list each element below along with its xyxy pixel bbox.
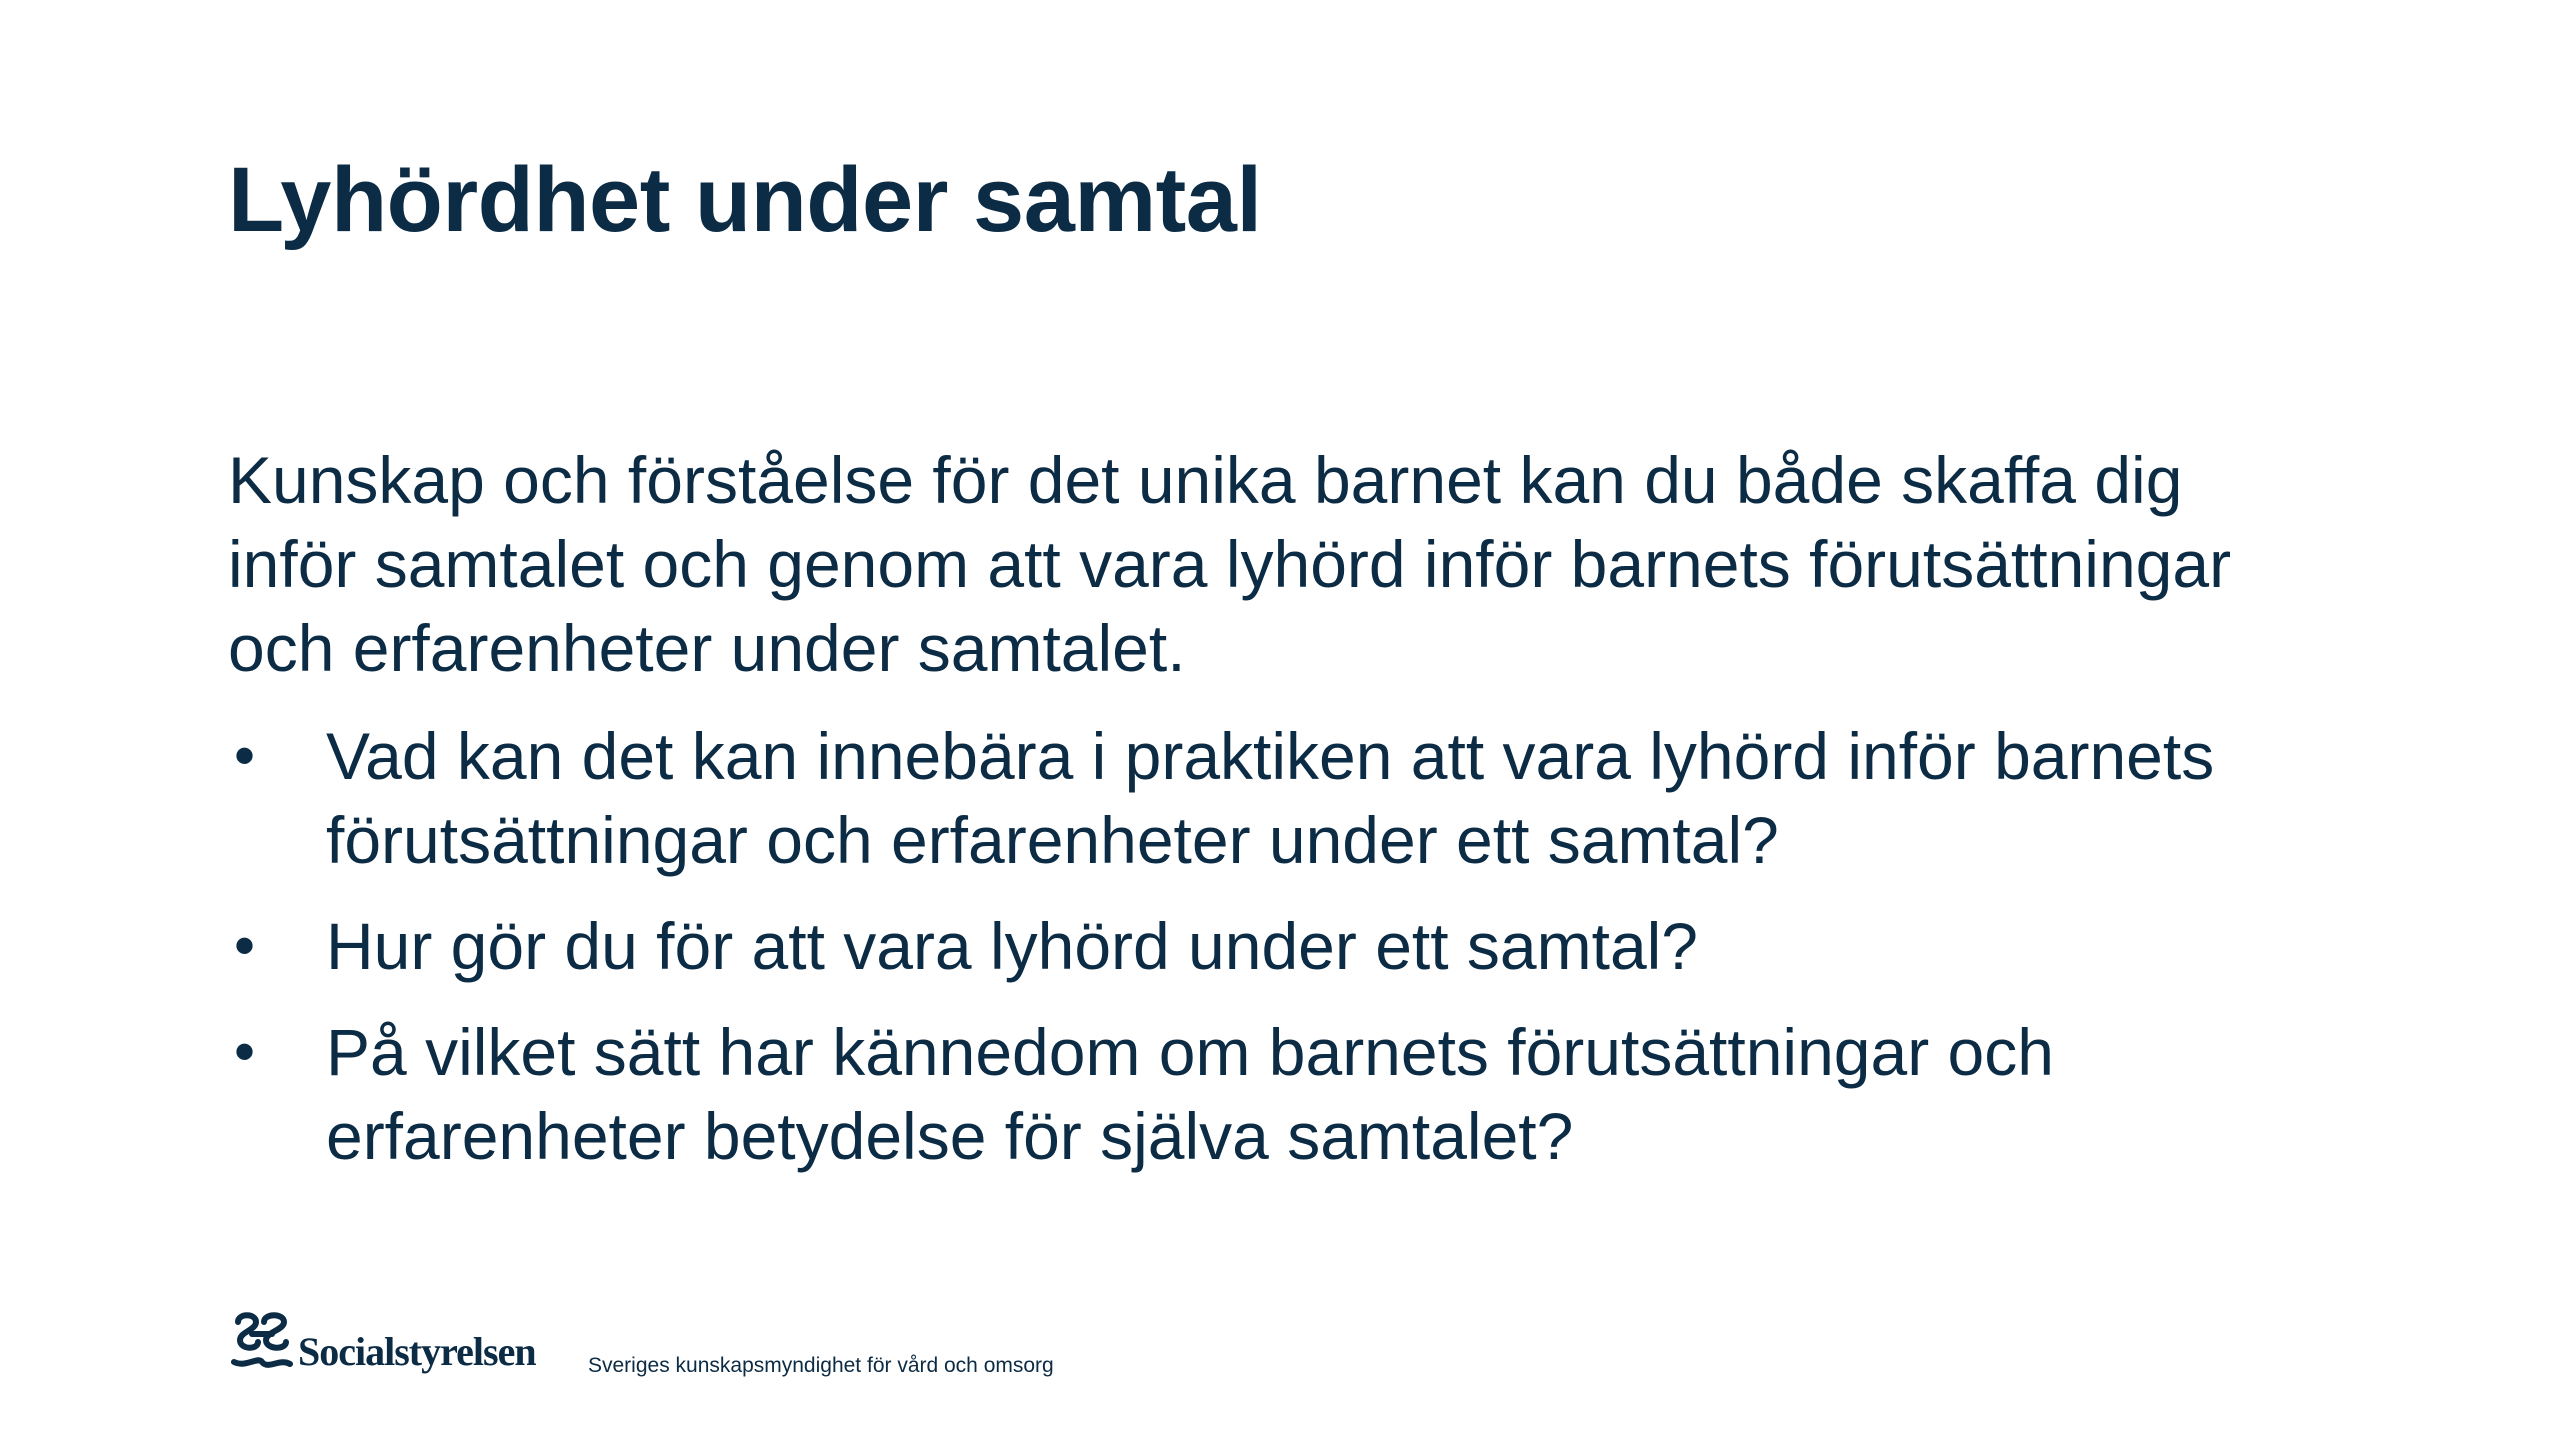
bullet-list <box>228 714 2308 1178</box>
logo-wordmark: Socialstyrelsen <box>298 1329 536 1374</box>
slide-title: Lyhördhet under samtal <box>228 149 1262 251</box>
bullet-text: På vilket sätt har kännedom om barnets förutsättningar och erfarenheter betydelse för själva samtalet? <box>326 1015 2054 1173</box>
bullet-text: Hur gör du för att vara lyhörd under ett samtal? <box>326 909 1699 983</box>
bullet-item-3 <box>228 1010 2308 1178</box>
bullet-item-2 <box>228 904 2308 988</box>
bullet-text: Vad kan det kan innebära i praktiken att vara lyhörd inför barnets förutsättningar och erfarenheter under ett samtal? <box>326 719 2215 877</box>
bullet-item-1 <box>228 714 2308 882</box>
bullet-marker: • <box>234 722 256 789</box>
slide-body <box>228 438 2308 1200</box>
socialstyrelsen-logo-icon <box>228 1308 296 1374</box>
footer-tagline: Sveriges kunskapsmyndighet för vård och omsorg <box>588 1354 1054 1377</box>
intro-paragraph: Kunskap och förståelse för det unika barnet kan du både skaffa dig inför samtalet och genom att vara lyhörd inför barnets förutsättningar och erfarenheter under samtalet. <box>228 443 2232 685</box>
bullet-marker: • <box>234 912 256 979</box>
socialstyrelsen-logo <box>228 1308 536 1374</box>
bullet-marker: • <box>234 1018 256 1085</box>
